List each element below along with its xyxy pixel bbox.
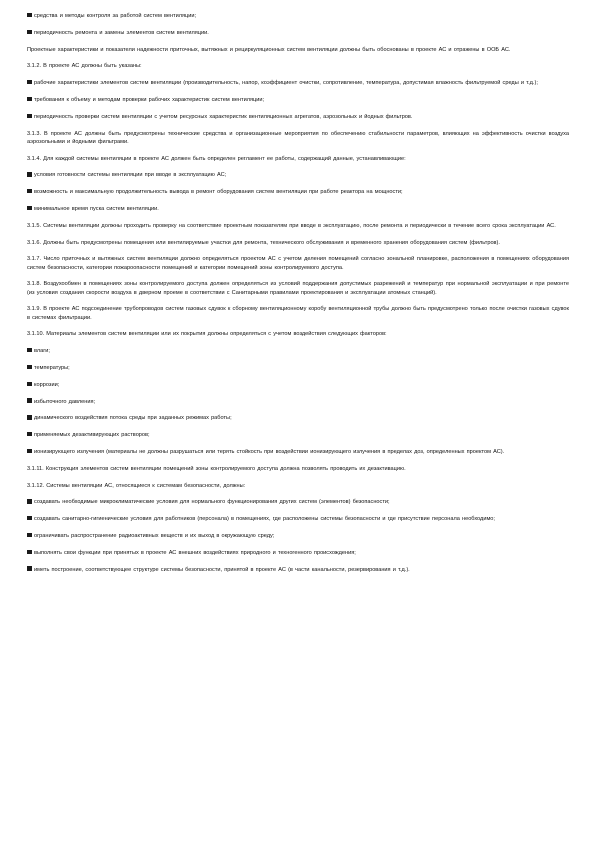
paragraph-text: выполнять свои функции при принятых в проекте АС внешних воздействиях природного и техногенного происхождения; <box>34 549 356 556</box>
document-body <box>27 12 569 574</box>
paragraph-text: 3.1.2. В проекте АС должны быть указаны: <box>27 63 142 70</box>
bullet-item <box>27 549 569 557</box>
bullet-square-icon <box>27 382 32 387</box>
paragraph-text: 3.1.8. Воздухообмен в помещениях зоны контролируемого доступа должен определяться из условий поддержания допустимых разрежений и температур при нормальной эксплуатации и при ремонте (из условия создания скорости воздуха в дверном проеме в соответствии с Санитарными правилами проектирования и эксплуатации атомных станций). <box>27 281 569 296</box>
paragraph-text: условия готовности системы вентиляции при вводе в эксплуатацию АС; <box>34 172 227 179</box>
bullet-square-icon <box>27 398 32 403</box>
bullet-item <box>27 364 569 372</box>
bullet-item <box>27 205 569 213</box>
paragraph <box>27 155 569 163</box>
paragraph-text: ограничивать распространение радиоактивных веществ и их выход в окружающую среду; <box>34 532 275 539</box>
paragraph-text: возможность и максимальную продолжительность вывода в ремонт оборудования систем вентиляции при работе реактора на мощности; <box>34 189 403 196</box>
bullet-item <box>27 398 569 406</box>
paragraph-text: 3.1.6. Должны быть предусмотрены помещения или вентилируемые участки для ремонта, технического обслуживания и временного хранения оборудования систем (фильтров). <box>27 239 500 246</box>
paragraph <box>27 305 569 321</box>
paragraph-text: рабочие характеристики элементов систем вентиляции (производительность, напор, коэффициент очистки, сопротивление, температура, допустимая влажность фильтруемой среды и т.д.); <box>34 80 538 87</box>
bullet-square-icon <box>27 13 32 18</box>
bullet-item <box>27 96 569 104</box>
paragraph-text: влаги; <box>34 348 50 355</box>
bullet-square-icon <box>27 550 32 555</box>
paragraph-text: 3.1.11. Конструкция элементов систем вентиляции помещений зоны контролируемого доступа должна позволять проводить их дезактивацию. <box>27 465 406 472</box>
paragraph-text: 3.1.12. Системы вентиляции АС, относящиеся к системам безопасности, должны: <box>27 482 246 489</box>
paragraph-text: ионизирующего излучения (материалы не должны разрушаться или терять стойкость при воздействии ионизирующего излучения в пределах доз, определенных проектом АС). <box>34 448 505 455</box>
bullet-square-icon <box>27 432 32 437</box>
bullet-item <box>27 414 569 422</box>
paragraph <box>27 239 569 247</box>
bullet-square-icon <box>27 566 32 571</box>
paragraph-text: применяемых дезактивирующих растворов; <box>34 432 150 439</box>
bullet-square-icon <box>27 97 32 102</box>
paragraph-text: 3.1.4. Для каждой системы вентиляции в проекте АС должен быть определен регламент ее работы, содержащий данные, устанавливающие: <box>27 155 406 162</box>
bullet-item <box>27 29 569 37</box>
paragraph-text: избыточного давления; <box>34 398 96 405</box>
bullet-item <box>27 381 569 389</box>
bullet-square-icon <box>27 516 32 521</box>
bullet-square-icon <box>27 533 32 538</box>
bullet-item <box>27 113 569 121</box>
bullet-item <box>27 431 569 439</box>
bullet-item <box>27 171 569 179</box>
paragraph-text: 3.1.5. Системы вентиляции должны проходить проверку на соответствие проектным показателям при вводе в эксплуатацию, после ремонта и периодически в течение всего срока эксплуатации АС. <box>27 222 556 229</box>
bullet-square-icon <box>27 189 32 194</box>
bullet-item <box>27 347 569 355</box>
paragraph-text: требования к объему и методам проверки рабочих характеристик систем вентиляции; <box>34 96 265 103</box>
bullet-item <box>27 532 569 540</box>
bullet-item <box>27 12 569 20</box>
paragraph-text: 3.1.7. Число приточных и вытяжных систем вентиляции должно определяться проектом АС с учетом деления помещений согласно зональной планировке, расположения в помещениях оборудования систем безопасности, категории пожароопасности помещений и категории помещений зоны контролируемого доступа. <box>27 256 569 271</box>
bullet-square-icon <box>27 206 32 211</box>
paragraph-text: минимальное время пуска систем вентиляции. <box>34 205 159 212</box>
paragraph <box>27 255 569 271</box>
bullet-square-icon <box>27 114 32 119</box>
bullet-square-icon <box>27 415 32 420</box>
paragraph-text: коррозии; <box>34 381 60 388</box>
paragraph-text: периодичность ремонта и замены элементов систем вентиляции. <box>34 29 209 36</box>
paragraph <box>27 330 569 338</box>
paragraph <box>27 130 569 146</box>
paragraph <box>27 482 569 490</box>
paragraph <box>27 62 569 70</box>
paragraph-text: иметь построение, соответствующее структуре системы безопасности, принятой в проекте АС (в части канальности, резервирования и т.д.). <box>34 566 410 573</box>
paragraph-text: средства и методы контроля за работой систем вентиляции; <box>34 13 197 19</box>
bullet-item <box>27 515 569 523</box>
paragraph-text: периодичность проверки систем вентиляции с учетом ресурсных характеристик вентиляционных агрегатов, аэрозольных и йодных фильтров. <box>34 113 413 120</box>
bullet-item <box>27 448 569 456</box>
bullet-square-icon <box>27 365 32 370</box>
paragraph-text: Проектные характеристики и показатели надежности приточных, вытяжных и рециркуляционных систем вентиляции должны быть обоснованы в проекте АС и отражены в ООБ АС. <box>27 46 511 53</box>
bullet-square-icon <box>27 348 32 353</box>
bullet-square-icon <box>27 80 32 85</box>
bullet-item <box>27 79 569 87</box>
paragraph-text: динамического воздействия потока среды при заданных режимах работы; <box>34 415 232 422</box>
bullet-square-icon <box>27 499 32 504</box>
paragraph <box>27 280 569 296</box>
paragraph-text: температуры; <box>34 364 70 371</box>
bullet-item <box>27 566 569 574</box>
paragraph <box>27 465 569 473</box>
paragraph-text: 3.1.9. В проекте АС подсоединение трубопроводов систем газовых сдувок к сборному вентиляционному коробу вентиляционной трубы должно быть предусмотрено только после очистки газовых сдувок в системах фильтрации. <box>27 306 569 321</box>
bullet-square-icon <box>27 449 32 454</box>
bullet-item <box>27 498 569 506</box>
bullet-item <box>27 188 569 196</box>
bullet-square-icon <box>27 172 32 177</box>
paragraph-text: 3.1.10. Материалы элементов систем вентиляции или их покрытия должны определяться с учетом воздействия следующих факторов: <box>27 331 387 338</box>
paragraph <box>27 222 569 230</box>
paragraph-text: 3.1.3. В проекте АС должны быть предусмотрены технические средства и организационные мероприятия по обеспечению стабильности параметров, влияющих на эффективность очистки воздуха аэрозольными и йодными фильтрами. <box>27 130 569 145</box>
bullet-square-icon <box>27 30 32 35</box>
paragraph <box>27 46 569 54</box>
paragraph-text: создавать санитарно-гигиенические условия для работников (персонала) в помещениях, где расположены системы безопасности и где присутствие персонала необходимо; <box>34 516 495 523</box>
paragraph-text: создавать необходимые микроклиматические условия для нормального функционирования других систем (элементов) безопасности; <box>34 499 390 506</box>
